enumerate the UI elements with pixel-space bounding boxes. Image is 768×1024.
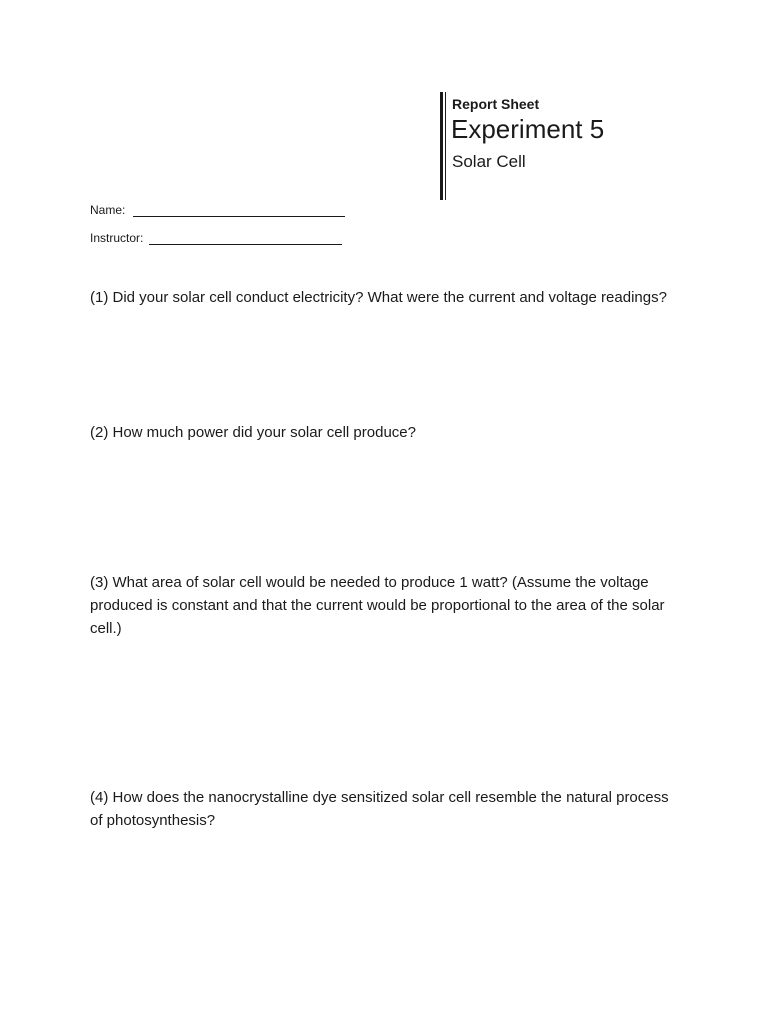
question-2: (2) How much power did your solar cell produce? — [90, 424, 416, 441]
report-sheet-label: Report Sheet — [452, 96, 540, 112]
instructor-blank-line — [149, 232, 342, 245]
instructor-field — [90, 231, 342, 245]
name-field — [90, 203, 345, 217]
question-1: (1) Did your solar cell conduct electricity? What were the current and voltage readings? — [90, 289, 667, 306]
question-3: (3) What area of solar cell would be needed to produce 1 watt? (Assume the voltage produced is constant and that the current would be proportional to the area of the solar cell.) — [90, 574, 665, 637]
report-header — [440, 92, 700, 200]
experiment-title: Experiment 5 — [451, 114, 605, 144]
question-4: (4) How does the nanocrystalline dye sensitized solar cell resemble the natural process of photosynthesis? — [90, 789, 669, 829]
name-blank-line — [133, 204, 345, 217]
instructor-label: Instructor: — [90, 231, 144, 245]
name-label: Name: — [90, 203, 126, 217]
header-rule-thin — [445, 92, 446, 200]
experiment-subtitle: Solar Cell — [452, 152, 526, 171]
header-rule-thick — [440, 92, 443, 200]
